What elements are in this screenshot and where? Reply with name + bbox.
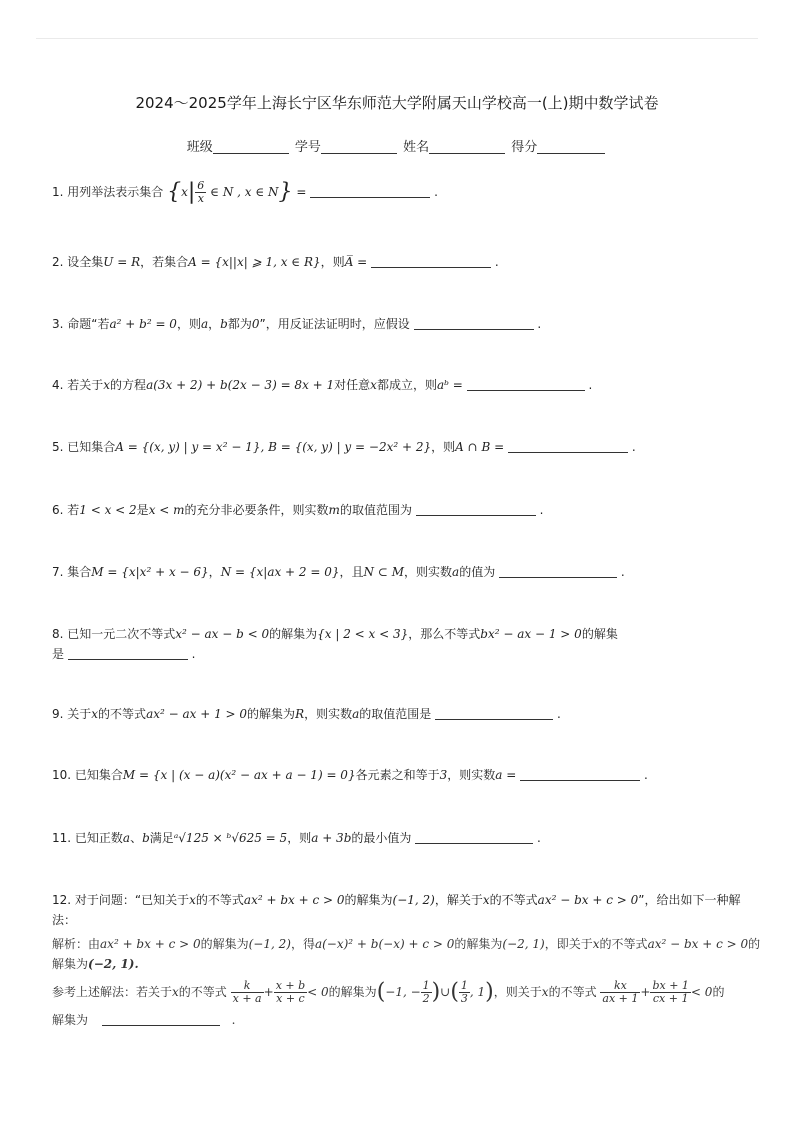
answer-blank-10[interactable] bbox=[520, 768, 640, 781]
question-3: 3. 命题“若a² + b² = 0，则a，b都为0”，用反证法证明时，应假设 . bbox=[52, 317, 542, 331]
fraction: $\frac{1}{2}$ bbox=[422, 979, 430, 1005]
question-4: 4. 若关于x的方程a(3x + 2) + b(2x − 3) = 8x + 1对任意x都成立，则aᵇ = . bbox=[52, 378, 593, 392]
fraction: $\frac{kx}{ax + 1}$ bbox=[602, 979, 639, 1005]
answer-blank-4[interactable] bbox=[467, 378, 585, 391]
answer-blank-8[interactable] bbox=[68, 647, 188, 660]
question-2: 2. 设全集U = R，若集合A = {x||x| ⩾ 1, x ∈ R}，则A̅ = . bbox=[52, 255, 499, 269]
answer-blank-7[interactable] bbox=[499, 565, 617, 578]
question-5: 5. 已知集合A = {(x, y) | y = x² − 1}, B = {(x, y) | y = −2x² + 2}，则A ∩ B = . bbox=[52, 440, 636, 454]
class-label: 班级 bbox=[186, 140, 213, 155]
score-label: 得分 bbox=[511, 140, 538, 155]
fraction: $\frac{6}{x}$ bbox=[197, 179, 205, 205]
question-7: 7. 集合M = {x|x² + x − 6}，N = {x|ax + 2 = 0}，且N ⊂ M，则实数a的值为 . bbox=[52, 565, 625, 579]
answer-line-12: 解集为 . bbox=[52, 1013, 236, 1027]
fraction: $\frac{x + b}{x + c}$ bbox=[275, 979, 306, 1005]
answer-blank-1[interactable] bbox=[310, 185, 430, 198]
question-1: 1. 用列举法表示集合 {x| $\frac{6}{x}$ ∈ N , x ∈ N} = . bbox=[52, 179, 438, 205]
name-label: 姓名 bbox=[403, 140, 430, 155]
score-blank[interactable] bbox=[537, 139, 605, 154]
answer-blank-9[interactable] bbox=[435, 707, 553, 720]
fraction: $\frac{1}{3}$ bbox=[460, 979, 468, 1005]
id-label: 学号 bbox=[294, 140, 321, 155]
reference-paragraph: 参考上述解法：若关于x的不等式 $\frac{k}{x + a}$ + $\frac{x + b}{x + c}$ < 0的解集为(−1, − $\frac{1}{2}$ )∪( $\frac{1}{3}$ , 1)，则关于x的不等式 $\frac{kx}{ax + 1}$ + $\frac{bx + 1}{cx + 1}$ < 0的 bbox=[52, 979, 725, 1005]
answer-blank-2[interactable] bbox=[371, 255, 491, 268]
fraction: $\frac{bx + 1}{cx + 1}$ bbox=[652, 979, 689, 1005]
id-blank[interactable] bbox=[321, 139, 397, 154]
answer-blank-5[interactable] bbox=[508, 440, 628, 453]
top-divider bbox=[36, 38, 758, 39]
answer-blank-3[interactable] bbox=[414, 317, 534, 330]
question-11: 11. 已知正数a、b满足ᵃ√125 × ᵇ√625 = 5，则a + 3b的最小值为 . bbox=[52, 831, 541, 845]
name-blank[interactable] bbox=[429, 139, 505, 154]
student-info-row bbox=[0, 136, 794, 155]
question-10: 10. 已知集合M = {x | (x − a)(x² − ax + a − 1) = 0}各元素之和等于3，则实数a = . bbox=[52, 768, 648, 782]
solution-paragraph: 解析：由ax² + bx + c > 0的解集为(−1, 2)，得a(−x)² + b(−x) + c > 0的解集为(−2, 1)，即关于x的不等式ax² − bx + c > 0的 解集为(−2, 1). bbox=[52, 937, 761, 971]
page-title: 2024～2025学年上海长宁区华东师范大学附属天山学校高一(上)期中数学试卷 bbox=[135, 94, 659, 112]
question-6: 6. 若1 < x < 2是x < m的充分非必要条件，则实数m的取值范围为 . bbox=[52, 503, 544, 517]
answer-blank-11[interactable] bbox=[415, 831, 533, 844]
answer-blank-12[interactable] bbox=[102, 1013, 220, 1026]
question-12: 12. 对于问题：“已知关于x的不等式ax² + bx + c > 0的解集为(−1, 2)，解关于x的不等式ax² − bx + c > 0”，给出如下一种解 法： bbox=[52, 893, 741, 927]
question-9: 9. 关于x的不等式ax² − ax + 1 > 0的解集为R，则实数a的取值范围是 . bbox=[52, 707, 561, 721]
class-blank[interactable] bbox=[213, 139, 289, 154]
question-8: 8. 已知一元二次不等式x² − ax − b < 0的解集为{x | 2 < x < 3}，那么不等式bx² − ax − 1 > 0的解集 是 . bbox=[52, 627, 618, 661]
fraction: $\frac{k}{x + a}$ bbox=[232, 979, 262, 1005]
answer-blank-6[interactable] bbox=[416, 503, 536, 516]
